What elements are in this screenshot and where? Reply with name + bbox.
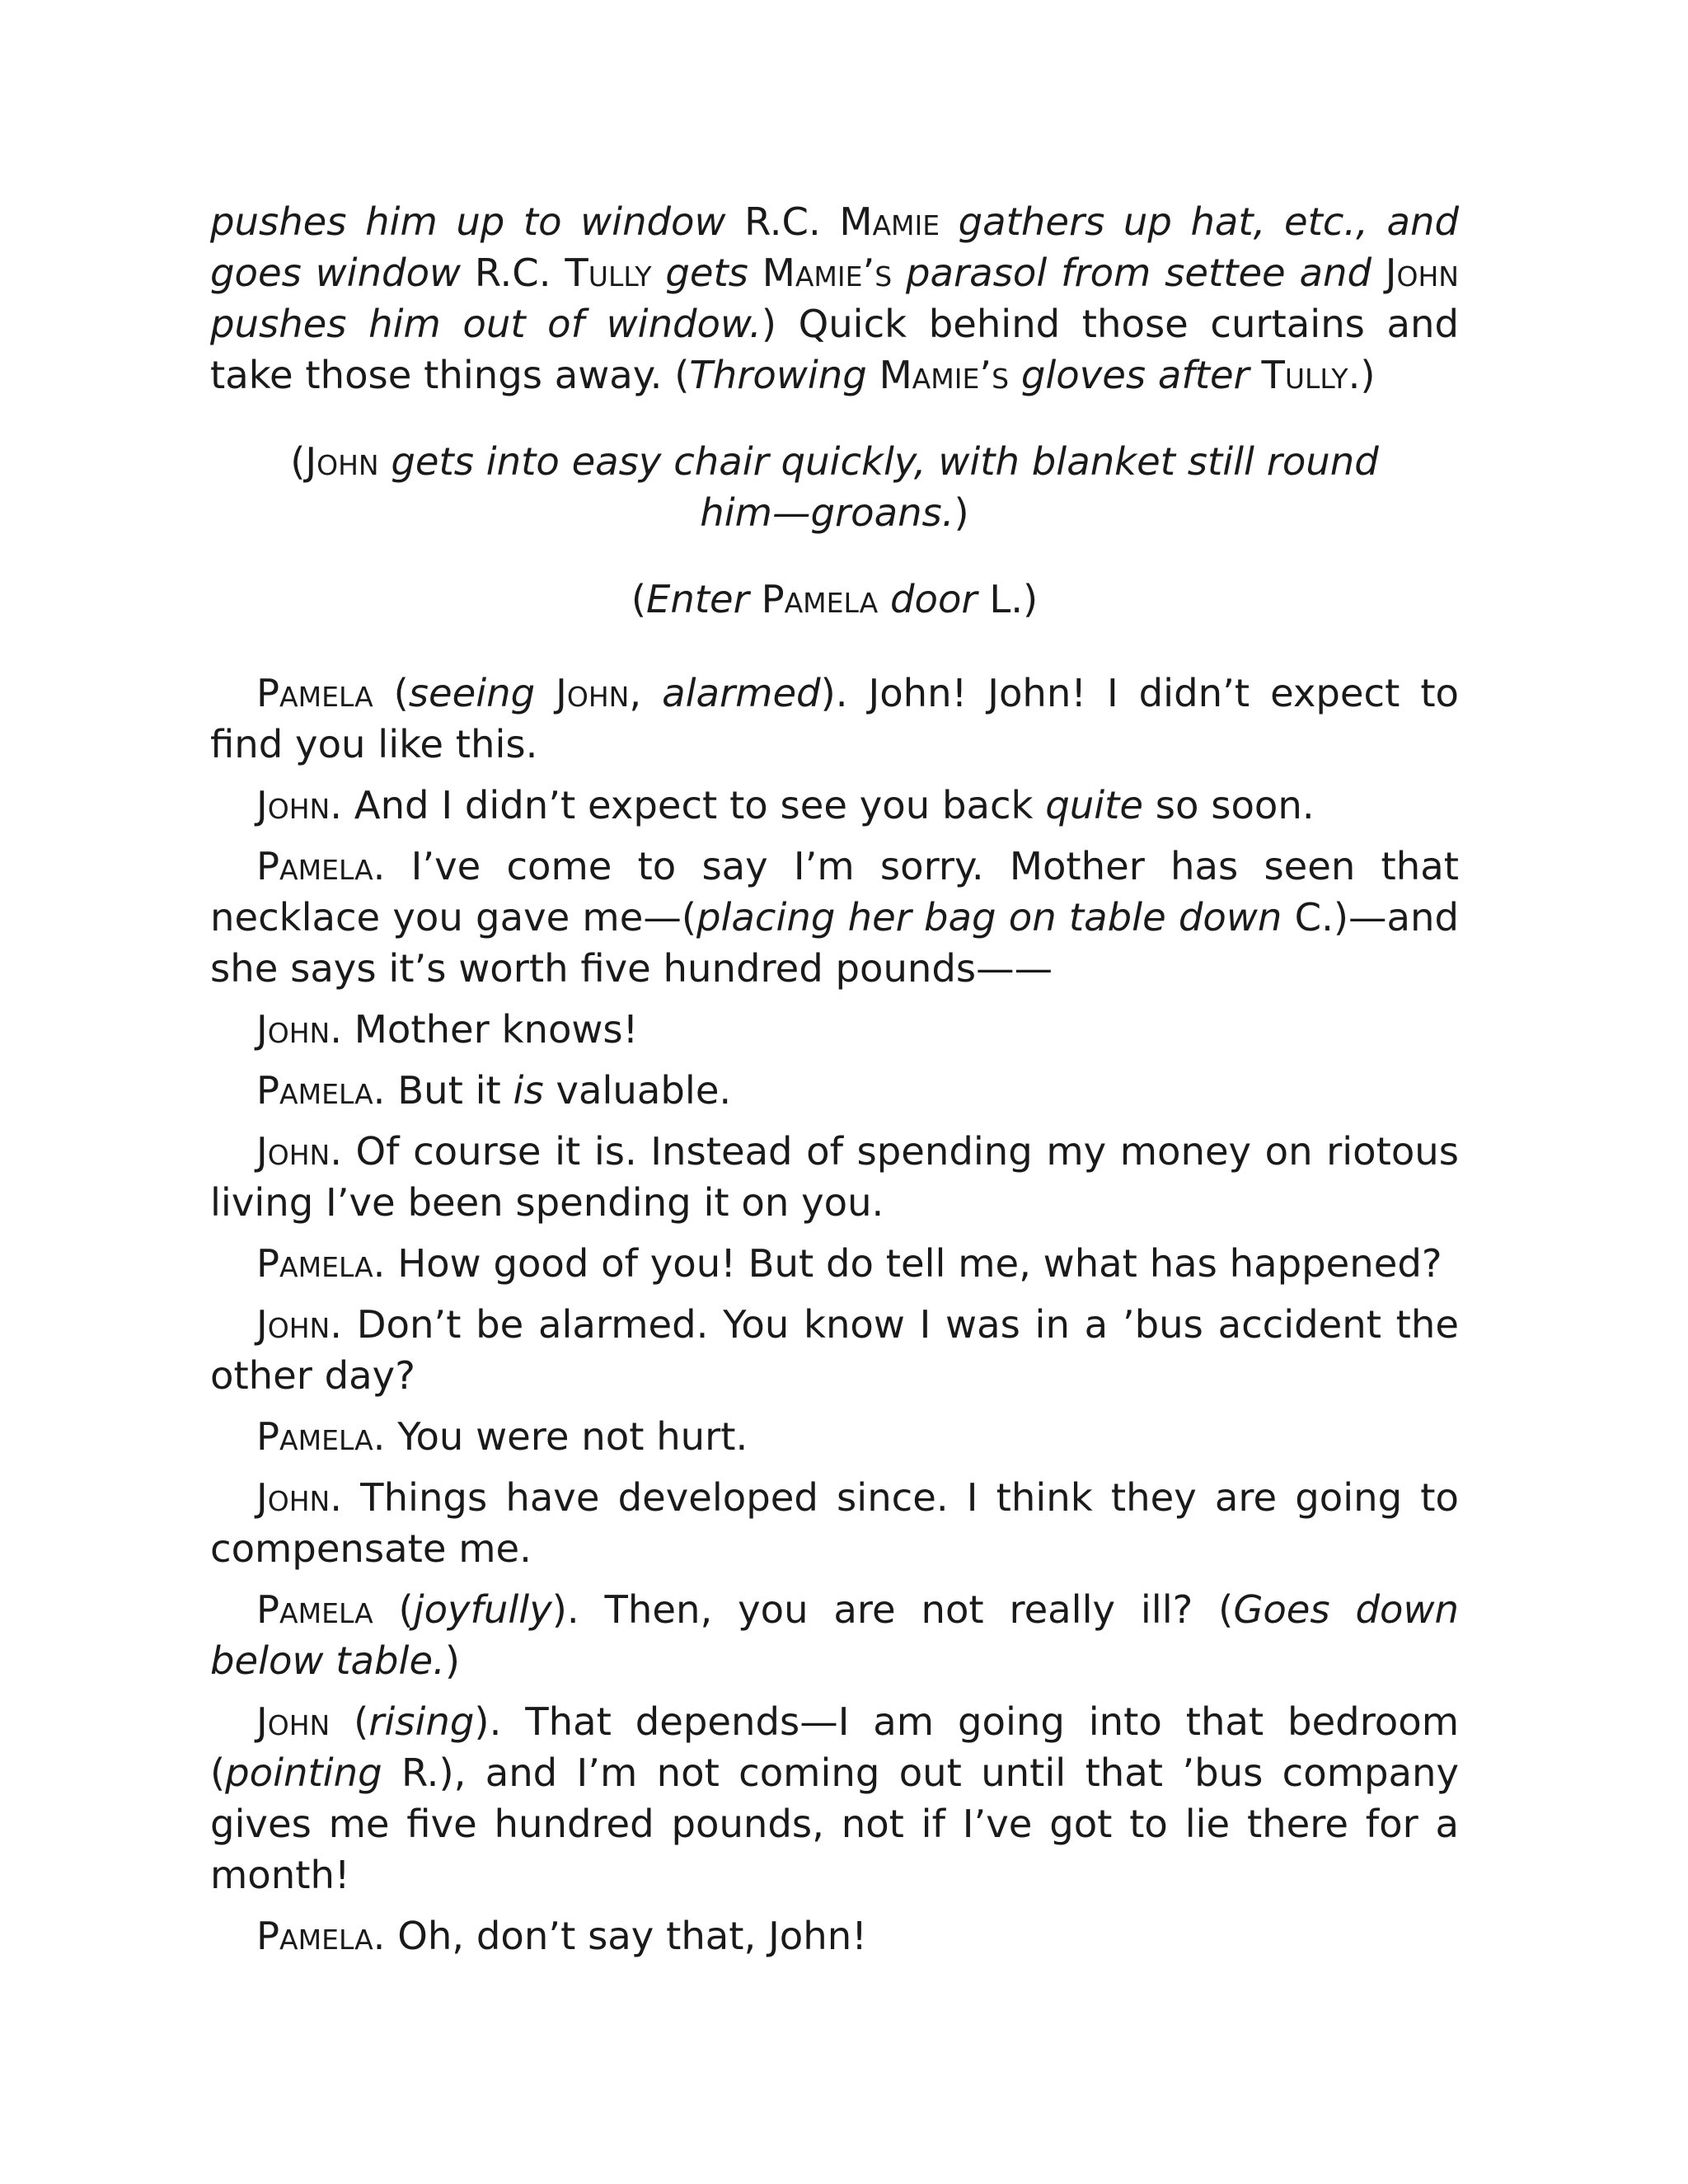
- speaker-name: Pamela: [256, 1914, 373, 1958]
- stage-direction: gets: [651, 251, 762, 295]
- text-run: (: [631, 577, 646, 621]
- stage-direction: Throwing: [689, 353, 879, 397]
- speaker-name: John: [256, 1129, 331, 1174]
- emphasis: quite: [1045, 783, 1144, 827]
- dialogue-text: ). John! John! I didn’t expect to find you like this.: [210, 671, 1459, 766]
- text-run: (: [373, 671, 409, 715]
- stage-direction: alarmed: [662, 671, 821, 715]
- stage-direction: pointing: [225, 1750, 401, 1795]
- stage-direction: pushes him out of window.: [210, 302, 762, 346]
- continuation-paragraph: [210, 196, 1459, 401]
- text-run: [821, 199, 840, 244]
- stage-direction: parasol from settee and: [892, 251, 1386, 295]
- character-name: Mamie’s: [762, 251, 893, 295]
- stage-direction: door: [878, 577, 990, 621]
- speaker-name: Pamela: [256, 1068, 373, 1113]
- dialogue-text: . Of course it is. Instead of spending my money on riotous living I’ve been spending it on you.: [210, 1129, 1459, 1225]
- text-run: .): [1348, 353, 1376, 397]
- speaker-name: John: [256, 1007, 331, 1052]
- dialogue-text: . Mother knows!: [330, 1007, 639, 1052]
- speaker-name: John: [256, 1475, 331, 1520]
- character-name: Tully: [565, 251, 652, 295]
- dialogue-text: . Don’t be alarmed. You know I was in a ’bus accident the other day?: [210, 1302, 1459, 1398]
- character-name: Tully: [1261, 353, 1348, 397]
- dialogue-text: ). That depends—I am going into that bedroom (: [210, 1699, 1459, 1795]
- emphasis: is: [513, 1068, 544, 1113]
- speech-paragraph: [210, 1910, 1459, 1961]
- dialogue-text: . You were not hurt.: [373, 1414, 748, 1459]
- stage-direction: rising: [368, 1699, 475, 1744]
- stage-direction: gets into easy chair quickly, with blanket still round him—groans.: [378, 439, 1379, 535]
- stage-direction: gloves after: [1009, 353, 1262, 397]
- stage-position: R.C.: [744, 199, 821, 244]
- dialogue-text: ). Then, you are not really ill? (: [551, 1587, 1234, 1632]
- stage-direction-block: [210, 574, 1459, 625]
- dialogue-text: . And I didn’t expect to see you back: [330, 783, 1046, 827]
- speech-paragraph: [210, 780, 1459, 831]
- stage-position: R.C.: [474, 251, 551, 295]
- dialogue-text: ), and I’m not coming out until that ’bus company gives me five hundred pounds, not if I’ve got to lie there for a month!: [210, 1750, 1459, 1897]
- speaker-name: Pamela: [256, 1414, 373, 1459]
- speaker-name: Pamela: [256, 1587, 373, 1632]
- speech-paragraph: [210, 1065, 1459, 1116]
- stage-position: L.: [989, 577, 1024, 621]
- speaker-name: Pamela: [256, 671, 373, 715]
- dialogue-text: . How good of you! But do tell me, what has happened?: [373, 1241, 1442, 1286]
- script-page: [210, 196, 1459, 1971]
- character-name: John: [305, 439, 379, 484]
- speaker-name: John: [256, 783, 331, 827]
- speech-paragraph: [210, 1126, 1459, 1228]
- dialogue-text: . Oh, don’t say that, John!: [373, 1914, 867, 1958]
- text-run: ): [444, 1638, 461, 1683]
- character-name: Mamie’s: [879, 353, 1010, 397]
- stage-position: R.: [401, 1750, 439, 1795]
- dialogue-text: ) Quick behind those curtains and take those things away. (: [210, 302, 1459, 397]
- stage-direction: placing her bag on table down: [696, 895, 1295, 940]
- speaker-name: John: [256, 1302, 331, 1347]
- text-run: ,: [629, 671, 663, 715]
- speaker-name: Pamela: [256, 1241, 373, 1286]
- dialogue-text: . I’ve come to say I’m sorry. Mother has seen that necklace you gave me—(: [210, 844, 1459, 940]
- stage-direction: gathers up hat, etc., and goes window: [210, 199, 1459, 295]
- dialogue-text: so soon.: [1143, 783, 1315, 827]
- speech-paragraph: [210, 841, 1459, 994]
- character-name: Mamie: [839, 199, 940, 244]
- stage-direction: pushes him up to window: [210, 199, 745, 244]
- text-run: ): [1023, 577, 1039, 621]
- stage-direction: Enter: [645, 577, 762, 621]
- speech-paragraph: [210, 1696, 1459, 1900]
- dialogue-text: )—and she says it’s worth five hundred pounds——: [210, 895, 1459, 991]
- character-name: John: [556, 671, 630, 715]
- stage-direction: Goes down below table.: [210, 1587, 1459, 1683]
- stage-position: C.: [1294, 895, 1334, 940]
- dialogue-text: . Things have developed since. I think they are going to compensate me.: [210, 1475, 1459, 1571]
- text-run: (: [330, 1699, 369, 1744]
- stage-direction-block: [210, 436, 1459, 538]
- speaker-name: John: [256, 1699, 331, 1744]
- dialogue-text: valuable.: [543, 1068, 732, 1113]
- speech-paragraph: [210, 1004, 1459, 1055]
- text-run: [551, 251, 565, 295]
- speech-paragraph: [210, 1411, 1459, 1462]
- speech-paragraph: [210, 1472, 1459, 1574]
- character-name: John: [1385, 251, 1459, 295]
- speech-paragraph: [210, 1238, 1459, 1289]
- stage-direction: joyfully: [413, 1587, 552, 1632]
- speech-paragraph: [210, 1584, 1459, 1686]
- dialogue-text: . But it: [373, 1068, 513, 1113]
- speaker-name: Pamela: [256, 844, 373, 888]
- character-name: Pamela: [761, 577, 879, 621]
- speech-paragraph: [210, 668, 1459, 770]
- speech-paragraph: [210, 1299, 1459, 1401]
- text-run: (: [373, 1587, 414, 1632]
- text-run: ): [954, 490, 969, 535]
- stage-direction: seeing: [408, 671, 556, 715]
- text-run: (: [290, 439, 306, 484]
